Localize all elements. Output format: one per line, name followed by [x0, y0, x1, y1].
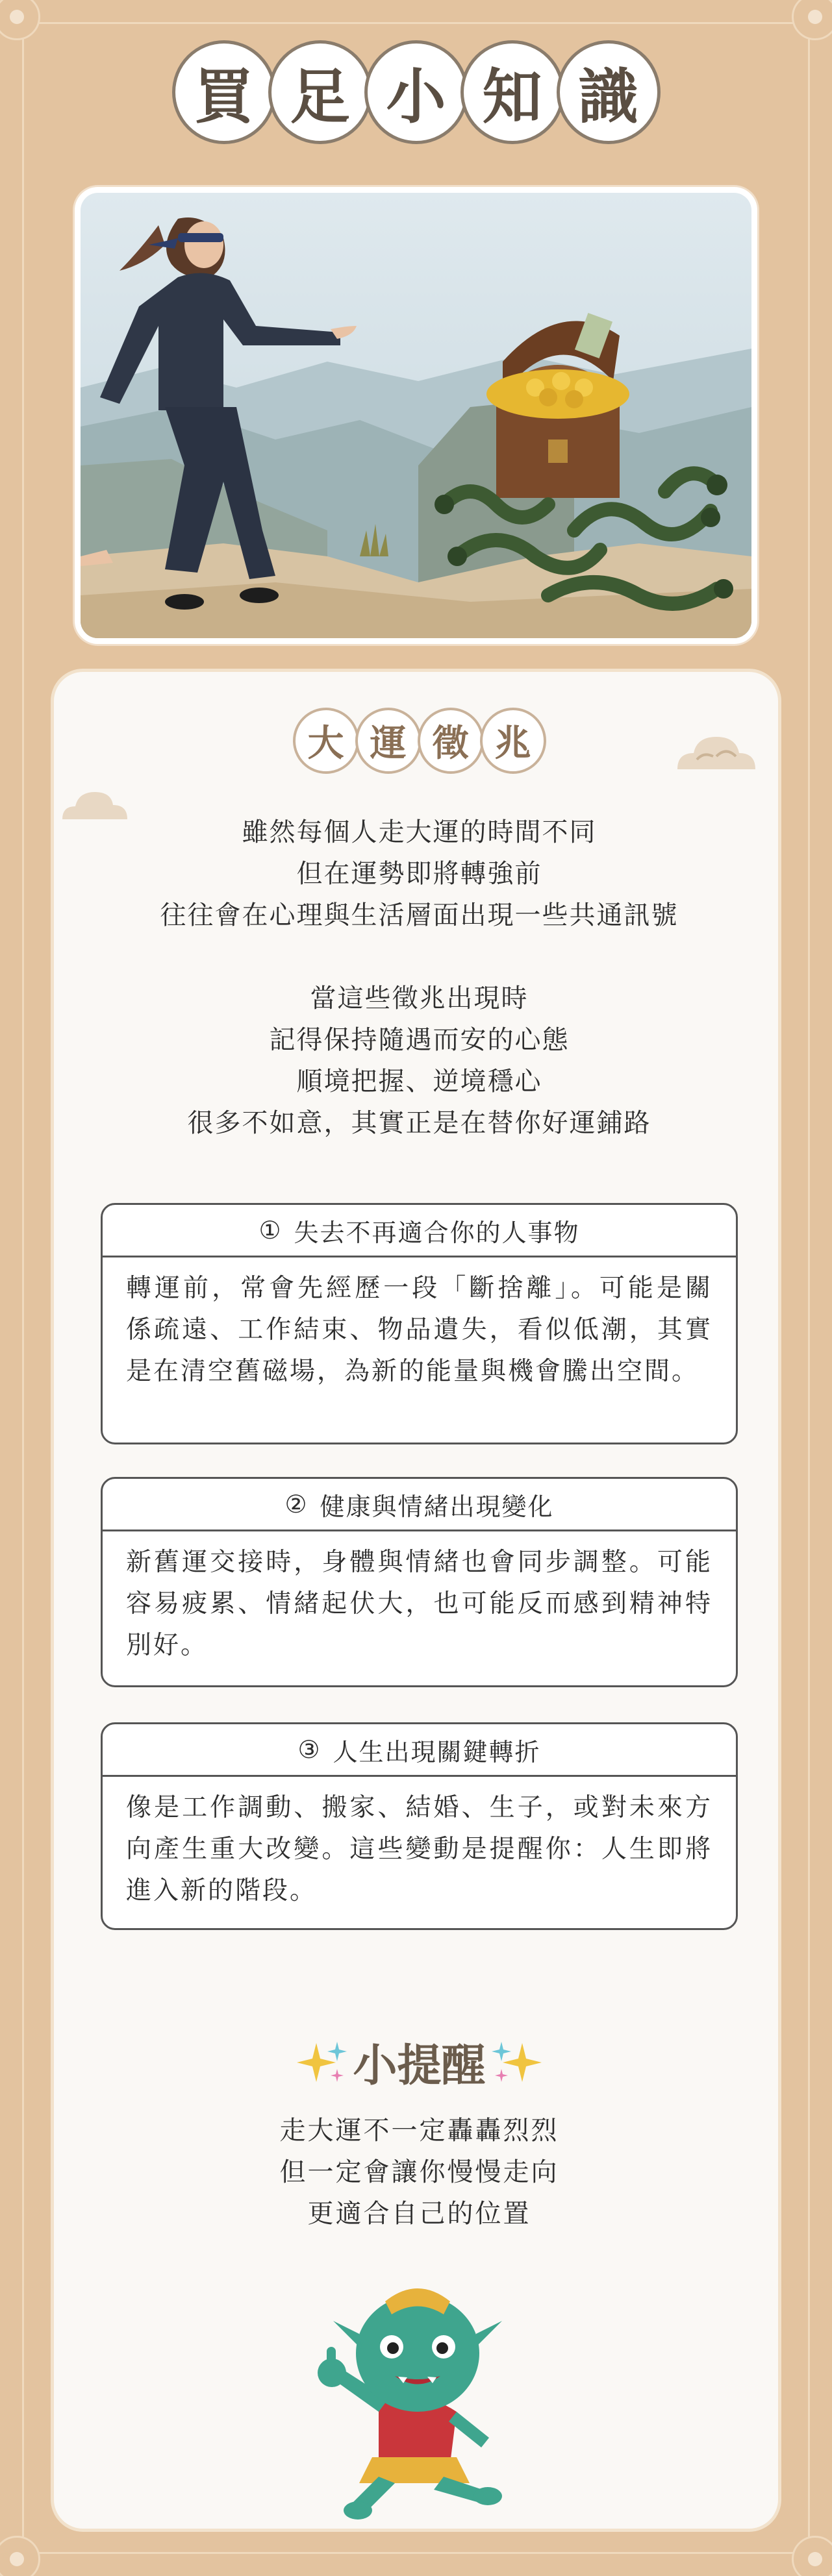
- hero-illustration: [75, 187, 757, 644]
- sign-body: 新舊運交接時，身體與情緒也會同步調整。可能容易疲累、情緒起伏大，也可能反而感到精神特別好。: [126, 1548, 712, 1660]
- intro-line: 順境把握、逆境穩心: [296, 1067, 542, 1096]
- number-badge: ②: [284, 1490, 309, 1518]
- title-char: 小: [364, 40, 468, 144]
- title-char: 識: [557, 40, 661, 144]
- title-char: 買: [172, 40, 276, 144]
- mascot-illustration: [281, 2262, 554, 2522]
- section-title-char: 徵: [418, 708, 484, 774]
- page-title: [0, 40, 832, 144]
- intro-text: [54, 811, 785, 1144]
- sign-heading: [103, 1724, 736, 1777]
- tip-title-text: 小提醒: [353, 2040, 486, 2092]
- sign-heading-text: 人生出現關鍵轉折: [333, 1737, 541, 1766]
- sign-body: 轉運前，常會先經歷一段「斷捨離」。可能是關係疏遠、工作結束、物品遺失，看似低潮，其實是在清空舊磁場，為新的能量與機會騰出空間。: [126, 1274, 712, 1386]
- tip-line: 但一定會讓你慢慢走向: [279, 2157, 559, 2187]
- title-char: 足: [268, 40, 372, 144]
- content-card: [51, 669, 781, 2532]
- sign-heading: [103, 1205, 736, 1257]
- sparkle-icon: [490, 2037, 542, 2088]
- intro-line: 當這些徵兆出現時: [310, 984, 529, 1013]
- tip-line: 走大運不一定轟轟烈烈: [279, 2116, 559, 2146]
- section-title-char: 大: [293, 708, 359, 774]
- title-char: 知: [460, 40, 564, 144]
- section-title-char: 運: [355, 708, 422, 774]
- tip-title: [54, 2031, 785, 2094]
- number-badge: ③: [297, 1735, 321, 1764]
- sign-heading-text: 失去不再適合你的人事物: [294, 1218, 580, 1247]
- sign-item-1: [101, 1203, 738, 1444]
- intro-line: 往往會在心理與生活層面出現一些共通訊號: [160, 900, 679, 930]
- sign-heading: [103, 1479, 736, 1531]
- sign-item-3: [101, 1722, 738, 1930]
- section-title: [54, 708, 785, 774]
- intro-line: 記得保持隨遇而安的心態: [269, 1025, 570, 1055]
- sign-body: 像是工作調動、搬家、結婚、生子，或對未來方向產生重大改變。這些變動是提醒你：人生即將進入新的階段。: [126, 1793, 712, 1905]
- intro-line: 很多不如意，其實正是在替你好運鋪路: [187, 1108, 651, 1138]
- sign-heading-text: 健康與情緒出現變化: [320, 1492, 554, 1521]
- sign-item-2: [101, 1477, 738, 1687]
- intro-line: 雖然每個人走大運的時間不同: [242, 817, 597, 847]
- number-badge: ①: [258, 1216, 283, 1245]
- tip-text: [54, 2110, 785, 2235]
- tip-line: 更適合自己的位置: [307, 2199, 531, 2229]
- section-title-char: 兆: [480, 708, 546, 774]
- intro-spacer: [54, 936, 785, 978]
- sparkle-icon: [297, 2037, 349, 2088]
- intro-line: 但在運勢即將轉強前: [296, 859, 542, 889]
